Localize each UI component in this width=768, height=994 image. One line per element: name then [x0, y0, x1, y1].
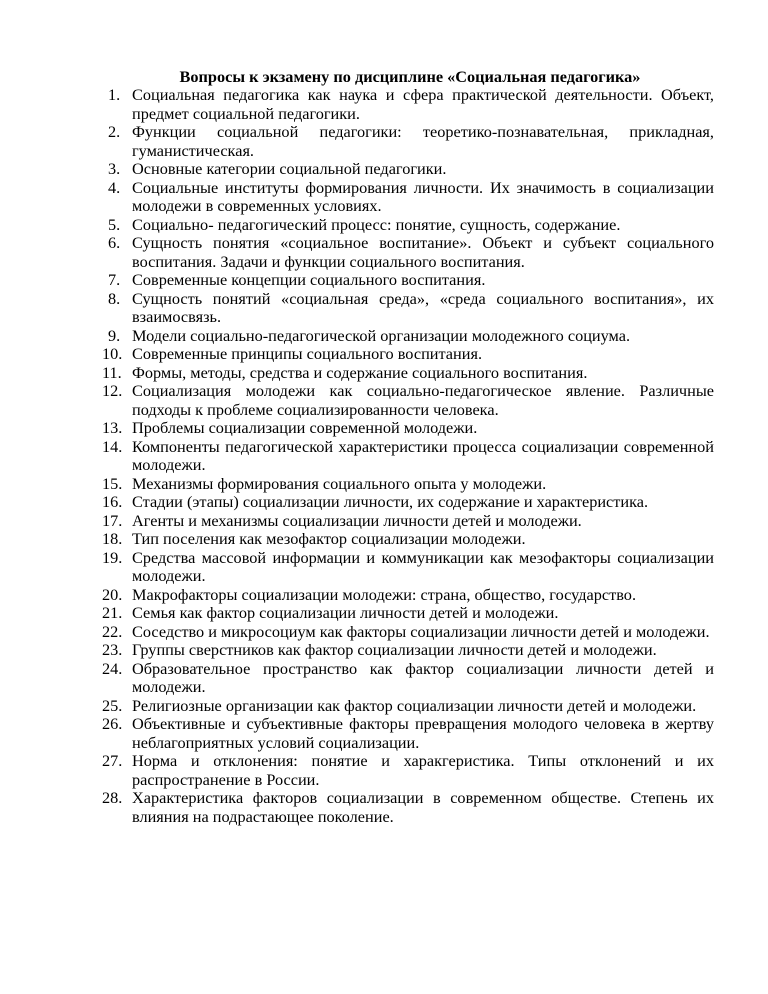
question-text: Социализация молодежи как социально-педагогическое явление. Различные подходы к проблеме социализированности человека.: [132, 381, 714, 419]
question-text: Норма и отклонения: понятие и харакгеристика. Типы отклонений и их распространение в России.: [132, 751, 714, 789]
question-item: [102, 641, 714, 660]
question-item: [102, 123, 714, 160]
question-text: Компоненты педагогической характеристики процесса социализации современной молодежи.: [132, 436, 714, 474]
question-number: 2.: [108, 122, 121, 141]
question-item: [102, 586, 714, 605]
question-text: Характеристика факторов социализации в современном обществе. Степень их влияния на подрастающее поколение.: [132, 788, 714, 826]
question-text: Стадии (этапы) социализации личности, их содержание и характеристика.: [132, 492, 649, 511]
document-title: Вопросы к экзамену по дисциплине «Социальная педагогика»: [179, 67, 641, 86]
question-item: [102, 345, 714, 364]
question-number: 26.: [102, 714, 123, 733]
question-number: 23.: [102, 640, 123, 659]
question-number: 6.: [108, 233, 121, 252]
question-item: [102, 271, 714, 290]
question-text: Социальные институты формирования личности. Их значимость в социализации молодежи в современных условиях.: [132, 177, 714, 215]
question-item: [102, 419, 714, 438]
question-number: 17.: [102, 510, 123, 530]
question-number: 24.: [102, 658, 123, 678]
question-number: 5.: [108, 214, 121, 234]
question-text: Функции социальной педагогики: теоретико-познавательная, прикладная, гуманистическая.: [132, 122, 714, 160]
question-item: [102, 549, 714, 586]
question-text: Группы сверстников как фактор социализации личности детей и молодежи.: [132, 640, 657, 659]
question-item: [102, 438, 714, 475]
question-text: Проблемы социализации современной молодежи.: [132, 418, 478, 437]
question-number: 21.: [102, 603, 123, 622]
question-number: 20.: [102, 584, 123, 604]
question-text: Социальная педагогика как наука и сфера практической деятельности. Объект, предмет социальной педагогики.: [132, 85, 714, 123]
question-number: 11.: [102, 362, 122, 382]
question-item: [102, 623, 714, 642]
question-item: [102, 160, 714, 179]
question-number: 28.: [102, 788, 123, 807]
question-text: Объективные и субъективные факторы превращения молодого человека в жертву неблагоприятных условий социализации.: [132, 714, 714, 752]
question-text: Макрофакторы социализации молодежи: страна, общество, государство.: [132, 584, 637, 604]
question-number: 10.: [102, 344, 123, 363]
question-text: Основные категории социальной педагогики.: [132, 159, 447, 178]
question-item: [102, 234, 714, 271]
question-text: Соседство и микросоциум как факторы социализации личности детей и молодежи.: [132, 621, 710, 641]
question-item: [102, 327, 714, 346]
question-item: [102, 475, 714, 494]
question-number: 19.: [102, 547, 123, 567]
question-text: Тип поселения как мезофактор социализации молодежи.: [132, 529, 526, 548]
question-text: Современные концепции социального воспитания.: [132, 270, 486, 289]
question-item: [102, 789, 714, 826]
question-item: [102, 604, 714, 623]
question-text: Религиозные организации как фактор социализации личности детей и молодежи.: [132, 695, 697, 715]
question-item: [102, 290, 714, 327]
question-item: [102, 364, 714, 383]
question-number: 3.: [108, 159, 121, 178]
question-number: 13.: [102, 418, 123, 437]
question-text: Модели социально-педагогической организации молодежного социума.: [132, 325, 631, 345]
question-number: 14.: [102, 436, 123, 456]
question-number: 25.: [102, 695, 123, 715]
question-text: Семья как фактор социализации личности детей и молодежи.: [132, 603, 559, 622]
question-text: Формы, методы, средства и содержание социального воспитания.: [132, 362, 588, 382]
question-item: [102, 512, 714, 531]
question-item: [102, 660, 714, 697]
question-item: [102, 382, 714, 419]
question-text: Агенты и механизмы социализации личности детей и молодежи.: [132, 510, 582, 530]
question-item: [102, 179, 714, 216]
question-number: 15.: [102, 473, 123, 493]
question-number: 4.: [108, 177, 121, 197]
question-number: 18.: [102, 529, 123, 548]
question-number: 16.: [102, 492, 123, 511]
question-item: [102, 752, 714, 789]
question-text: Сущность понятия «социальное воспитание». Объект и субъект социального воспитания. Задачи и функции социального воспитания.: [132, 233, 714, 271]
question-text: Социально- педагогический процесс: понятие, сущность, содержание.: [132, 214, 621, 234]
question-item: [102, 86, 714, 123]
question-text: Современные принципы социального воспитания.: [132, 344, 483, 363]
question-number: 7.: [108, 270, 121, 289]
question-text: Образовательное пространство как фактор социализации личности детей и молодежи.: [132, 658, 714, 696]
question-number: 8.: [108, 288, 121, 308]
question-text: Средства массовой информации и коммуникации как мезофакторы социализации молодежи.: [132, 547, 714, 585]
question-number: 12.: [102, 381, 123, 400]
question-text: Сущность понятий «социальная среда», «среда социального воспитания», их взаимосвязь.: [132, 288, 714, 326]
question-item: [102, 697, 714, 716]
question-item: [102, 530, 714, 549]
question-text: Механизмы формирования социального опыта у молодежи.: [132, 473, 547, 493]
question-item: [102, 715, 714, 752]
question-list: [102, 86, 714, 826]
question-item: [102, 493, 714, 512]
question-number: 9.: [108, 325, 121, 345]
question-number: 22.: [102, 621, 123, 641]
question-item: [102, 216, 714, 235]
question-number: 1.: [108, 85, 121, 104]
question-number: 27.: [102, 751, 123, 770]
